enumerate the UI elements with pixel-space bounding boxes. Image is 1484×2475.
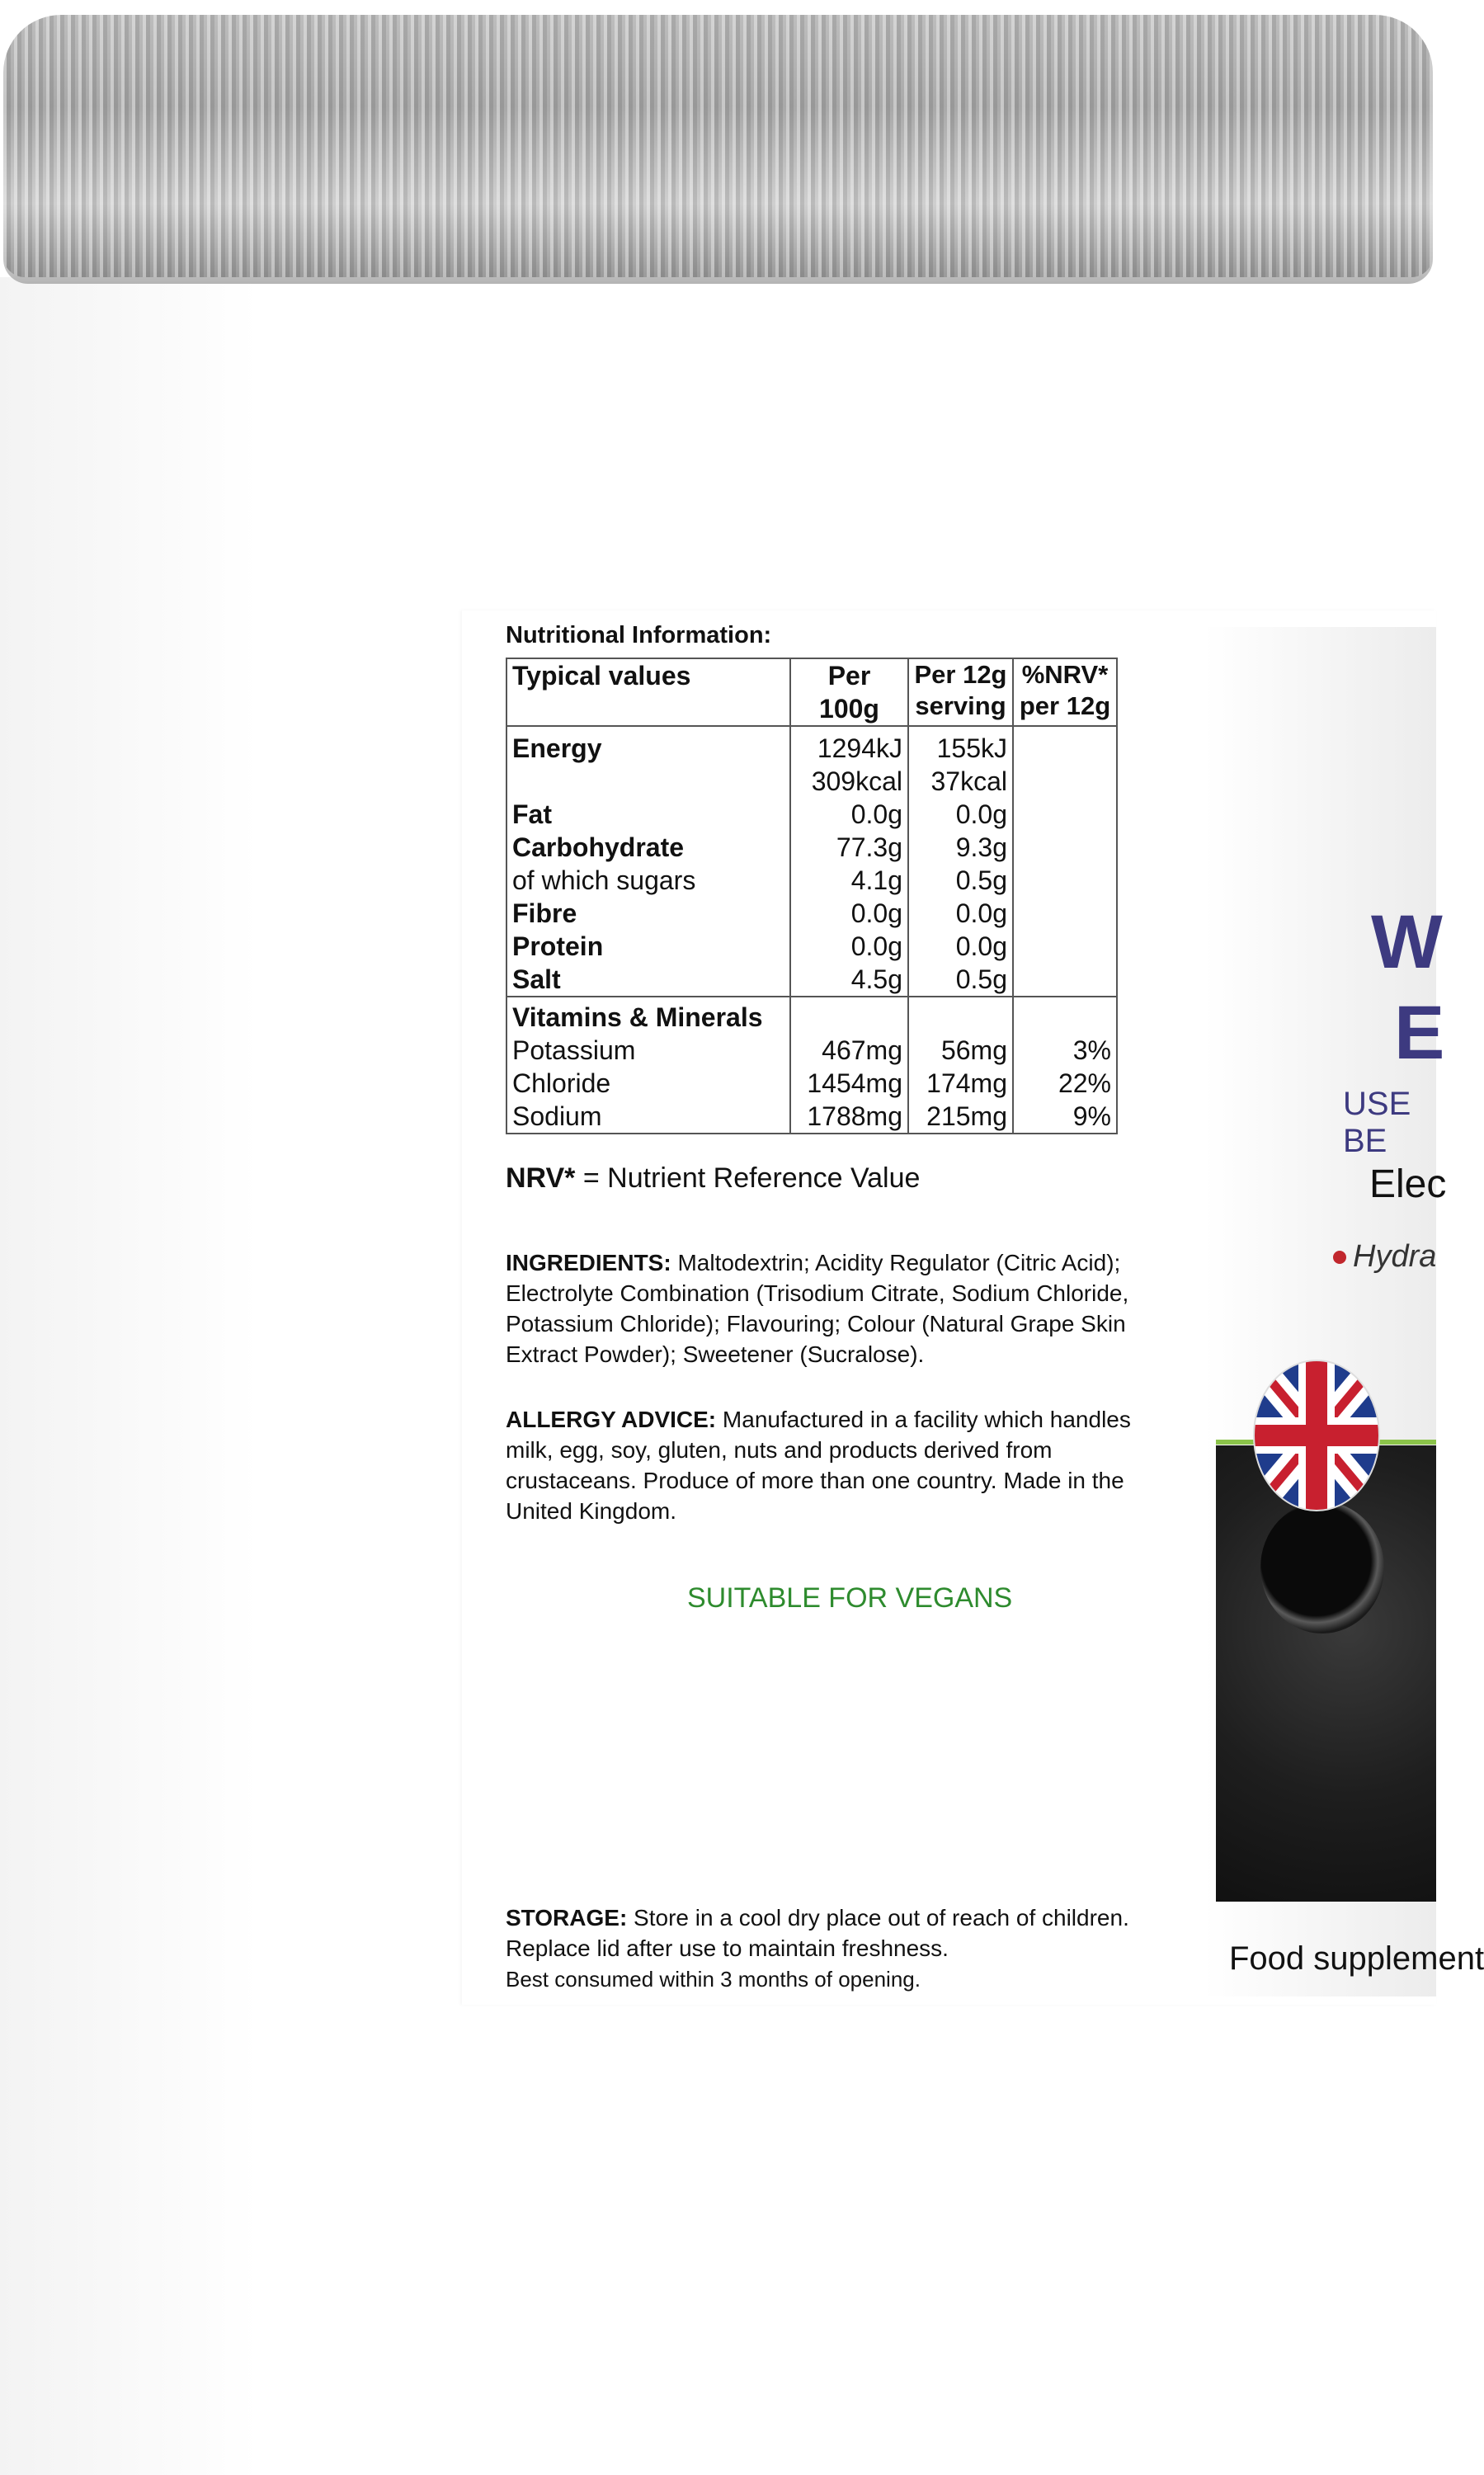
table-row: Chloride 1454mg 174mg 22%: [506, 1067, 1117, 1100]
table-row: 309kcal 37kcal: [506, 765, 1117, 798]
table-row: Fat 0.0g 0.0g: [506, 798, 1117, 831]
table-header-row: [506, 658, 1117, 726]
storage-text: STORAGE: Store in a cool dry place out of reach of children. Replace lid after use to maintain freshness. Best consumed within 3 months of opening.: [506, 1905, 1129, 1992]
table-row: Sodium 1788mg 215mg 9%: [506, 1100, 1117, 1134]
nutrition-table: [506, 658, 1118, 1134]
table-row: Protein 0.0g 0.0g: [506, 930, 1117, 963]
nutrition-title: Nutritional Information:: [506, 622, 772, 648]
vegan-badge-text: SUITABLE FOR VEGANS: [687, 1582, 1013, 1614]
table-row: of which sugars 4.1g 0.5g: [506, 864, 1117, 897]
scoop-image: [1260, 1502, 1384, 1634]
header-typical: Typical values: [506, 658, 790, 726]
use-instruction-fragment: USE BE: [1343, 1086, 1411, 1159]
product-title-fragment-2: E: [1394, 991, 1445, 1075]
table-row: Carbohydrate 77.3g 9.3g: [506, 831, 1117, 864]
hydration-text-fragment: Hydra: [1353, 1239, 1437, 1274]
product-title-fragment-1: W: [1371, 900, 1443, 984]
food-supplement-text: Food supplement: [1229, 1940, 1484, 1977]
header-per100: Per 100g: [790, 658, 908, 726]
header-per12: Per 12g serving: [908, 658, 1013, 726]
header-nrv: %NRV* per 12g: [1013, 658, 1117, 726]
minerals-heading-row: Vitamins & Minerals: [506, 997, 1117, 1034]
table-row: Potassium 467mg 56mg 3%: [506, 1034, 1117, 1067]
allergy-advice-text: ALLERGY ADVICE: Manufactured in a facility which handles milk, egg, soy, gluten, nuts and products derived from crustaceans. Produce of more than one country. Made in the United Kingdom.: [506, 1407, 1131, 1524]
table-row: Energy 1294kJ 155kJ: [506, 726, 1117, 765]
uk-flag-icon: [1252, 1359, 1381, 1512]
electrolyte-text-fragment: Elec: [1369, 1162, 1447, 1206]
bullet-dot-icon: [1333, 1251, 1346, 1264]
ingredients-text: INGREDIENTS: Maltodextrin; Acidity Regulator (Citric Acid); Electrolyte Combination (Trisodium Citrate, Sodium Chloride, Potassium Chloride); Flavouring; Colour (Natural Grape Skin Extract Powder); Sweetener (Sucralose).: [506, 1250, 1129, 1367]
nrv-note: NRV* = Nutrient Reference Value: [506, 1162, 921, 1194]
lid: [3, 15, 1433, 277]
table-row: Fibre 0.0g 0.0g: [506, 897, 1117, 930]
table-row: Salt 4.5g 0.5g: [506, 963, 1117, 997]
